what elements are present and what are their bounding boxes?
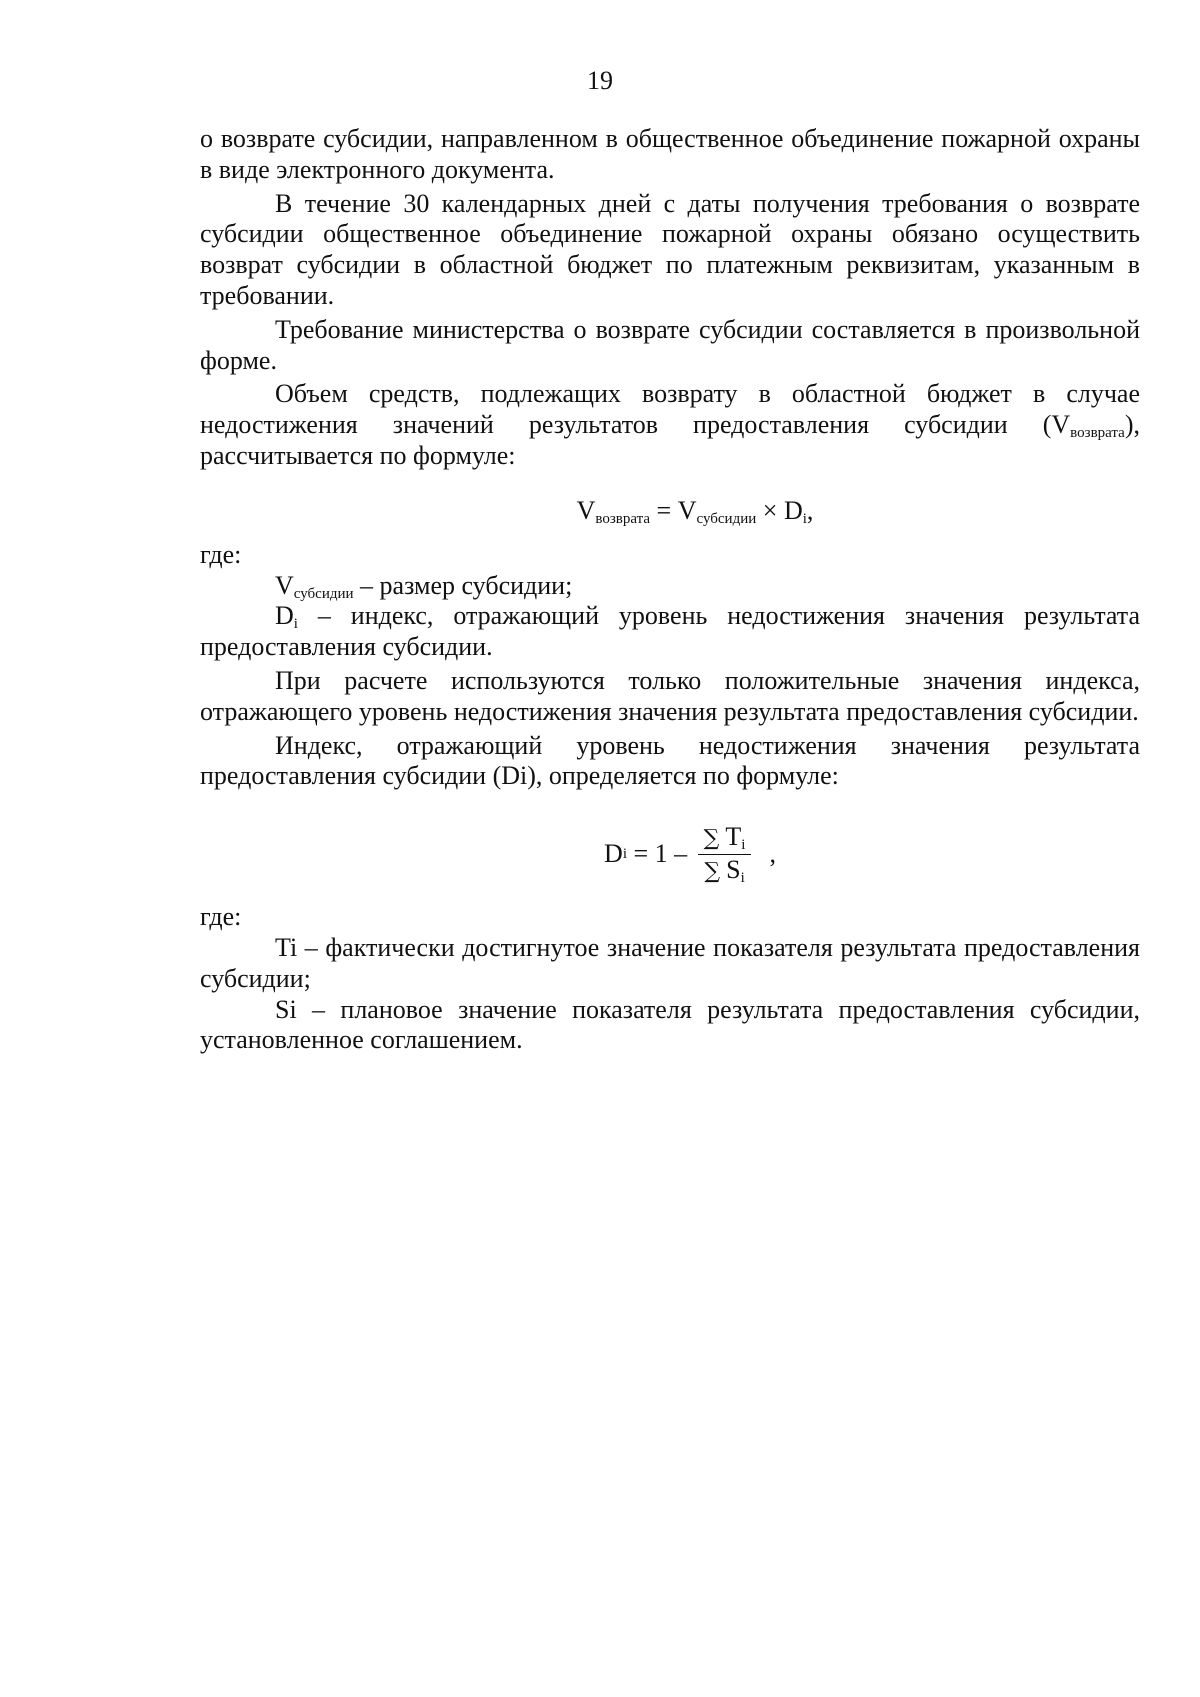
definition-subsidy: $V_{субсидии}$ – размер субсидии;: [275, 570, 573, 602]
paragraph-volume-calculation: Объем средств, подлежащих возврату в областной бюджет в случае недостижения значений результатов предоставления субсидии $(V_{возврата})$, рассчитывается по формуле:: [200, 379, 1140, 470]
page-number: 19: [587, 66, 613, 95]
definition-si: Si – плановое значение показателя результата предоставления субсидии, установленное соглашением.: [200, 994, 1140, 1055]
paragraph-index-definition: Индекс, отражающий уровень недостижения значения результата предоставления субсидии (Di), определяется по формуле:: [200, 730, 1140, 791]
document-body: [200, 124, 1140, 1056]
paragraph-return-deadline: В течение 30 календарных дней с даты получения требования о возврате субсидии общественное объединение пожарной охраны обязано осуществить возврат субсидии в областной бюджет по платежным реквизитам, указанным в требовании.: [200, 188, 1140, 310]
formula-index: D i = 1 – $\frac{\sum T_i}{\sum S_i}$ ,: [604, 821, 776, 886]
paragraph-positive-values: При расчете используются только положительные значения индекса, отражающего уровень недостижения значения результата предоставления субсидии.: [200, 665, 1140, 726]
where-label: где:: [200, 539, 242, 569]
fraction: [698, 822, 752, 887]
paragraph-continuation: о возврате субсидии, направленном в общественное объединение пожарной охраны в виде электронного документа.: [200, 124, 1140, 184]
formula-volume: $V_{возврата} = V_{субсидии} \times D_i$,: [576, 495, 814, 527]
fraction-denominator: ∑ $S_i$: [704, 854, 745, 886]
sum-icon: ∑: [704, 858, 721, 884]
definition-ti: Ti – фактически достигнутое значение показателя результата предоставления субсидии;: [200, 932, 1140, 993]
paragraph-requirement-form: Требование министерства о возврате субсидии составляется в произвольной форме.: [200, 314, 1140, 375]
fraction-numerator: ∑ $T_i$: [698, 822, 752, 855]
sum-icon: ∑: [703, 825, 720, 851]
definition-index: $D_i$ – индекс, отражающий уровень недостижения значения результата предоставления субсидии.: [200, 601, 1140, 662]
where-label: где:: [200, 902, 242, 932]
